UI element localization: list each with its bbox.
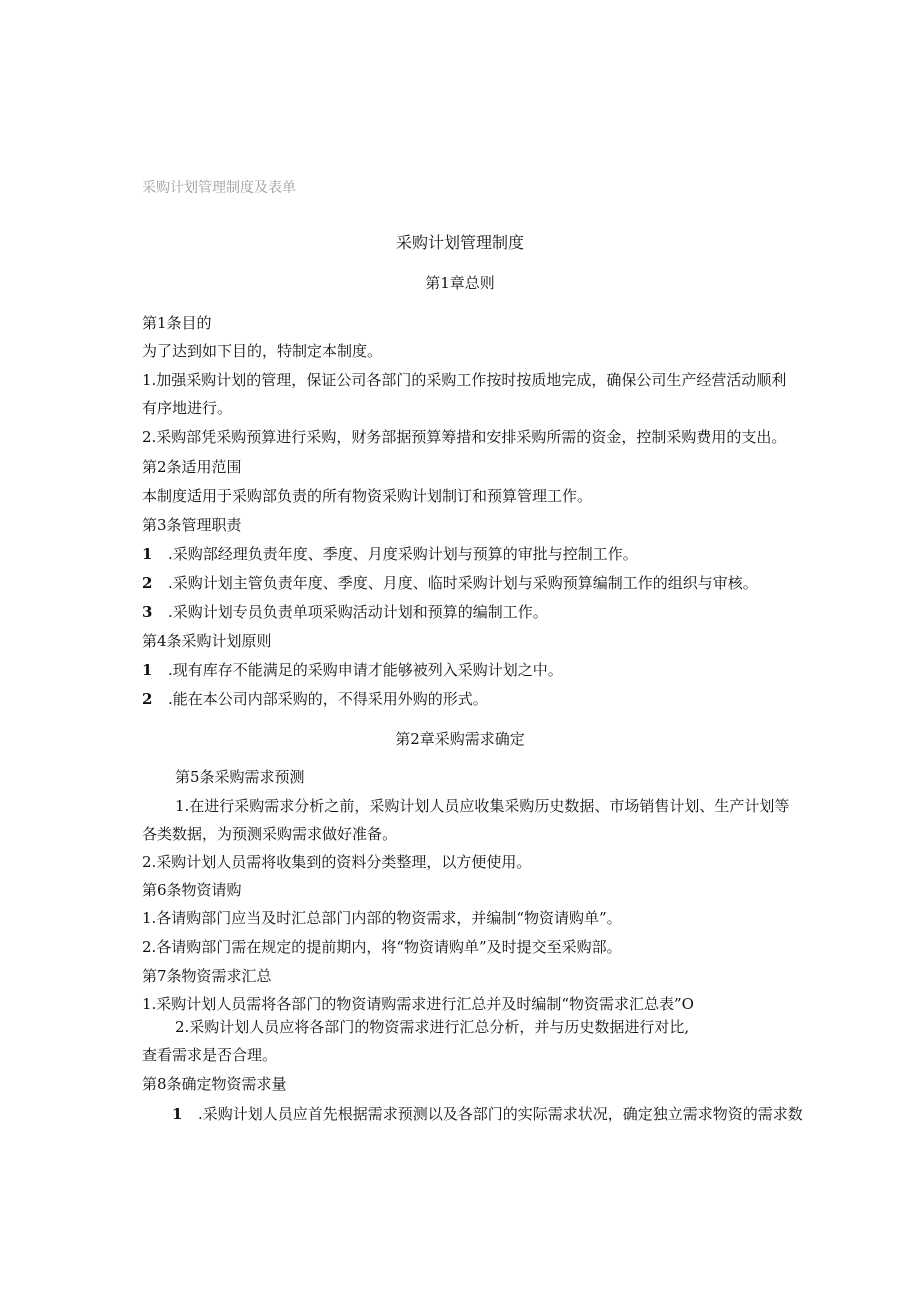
list-item bbox=[142, 573, 758, 593]
list-text: .采购计划人员应首先根据需求预测以及各部门的实际需求状况，确定独立需求物资的需求数 bbox=[198, 1105, 803, 1123]
chapter-heading: 第1章总则 bbox=[425, 274, 495, 292]
list-text: .现有库存不能满足的采购申请才能够被列入采购计划之中。 bbox=[168, 661, 563, 679]
paragraph: 2.各请购部门需在规定的提前期内，将“物资请购单”及时提交至采购部。 bbox=[142, 938, 622, 956]
list-number: 2 bbox=[142, 690, 153, 708]
list-text: .能在本公司内部采购的，不得采用外购的形式。 bbox=[168, 690, 488, 708]
article-heading: 第5条采购需求预测 bbox=[175, 768, 305, 786]
paragraph: 1.采购计划人员需将各部门的物资请购需求进行汇总并及时编制“物资需求汇总表”O bbox=[142, 995, 694, 1013]
running-header: 采购计划管理制度及表单 bbox=[142, 180, 296, 196]
document-title: 采购计划管理制度 bbox=[395, 233, 524, 252]
article-heading: 第3条管理职责 bbox=[142, 516, 242, 534]
paragraph: 为了达到如下目的，特制定本制度。 bbox=[142, 342, 383, 360]
list-number: 1 bbox=[172, 1105, 183, 1123]
paragraph: 有序地进行。 bbox=[142, 399, 233, 417]
paragraph: 1.加强采购计划的管理，保证公司各部门的采购工作按时按质地完成，确保公司生产经营活动顺利 bbox=[142, 371, 787, 389]
article-heading: 第7条物资需求汇总 bbox=[142, 967, 272, 985]
article-heading: 第6条物资请购 bbox=[142, 881, 242, 899]
paragraph: 各类数据，为预测采购需求做好准备。 bbox=[142, 825, 398, 843]
list-item bbox=[142, 602, 548, 622]
list-text: .采购计划主管负责年度、季度、月度、临时采购计划与采购预算编制工作的组织与审核。 bbox=[168, 574, 758, 592]
article-heading: 第2条适用范围 bbox=[142, 458, 242, 476]
paragraph: 2.采购部凭采购预算进行采购，财务部据预算筹措和安排采购所需的资金，控制采购费用的支出。 bbox=[142, 428, 787, 446]
list-text: .采购部经理负责年度、季度、月度采购计划与预算的审批与控制工作。 bbox=[168, 545, 638, 563]
paragraph: 本制度适用于采购部负责的所有物资采购计划制订和预算管理工作。 bbox=[142, 487, 593, 505]
list-item bbox=[142, 544, 638, 564]
list-item bbox=[142, 689, 488, 709]
paragraph: 查看需求是否合理。 bbox=[142, 1046, 278, 1064]
article-heading: 第8条确定物资需求量 bbox=[142, 1075, 287, 1093]
list-item bbox=[172, 1104, 803, 1124]
paragraph: 2.采购计划人员需将收集到的资料分类整理，以方便使用。 bbox=[142, 853, 532, 871]
chapter-heading: 第2章采购需求确定 bbox=[395, 730, 525, 748]
list-text: .采购计划专员负责单项采购活动计划和预算的编制工作。 bbox=[168, 603, 548, 621]
list-number: 1 bbox=[142, 545, 153, 563]
list-item bbox=[142, 660, 563, 680]
article-heading: 第1条目的 bbox=[142, 314, 212, 332]
list-number: 3 bbox=[142, 603, 153, 621]
list-number: 1 bbox=[142, 661, 153, 679]
paragraph: 1.各请购部门应当及时汇总部门内部的物资需求，并编制“物资请购单”。 bbox=[142, 909, 622, 927]
list-number: 2 bbox=[142, 574, 153, 592]
article-heading: 第4条采购计划原则 bbox=[142, 632, 272, 650]
paragraph: 2.采购计划人员应将各部门的物资需求进行汇总分析，并与历史数据进行对比, bbox=[175, 1018, 690, 1036]
paragraph: 1.在进行采购需求分析之前，采购计划人员应收集采购历史数据、市场销售计划、生产计划等 bbox=[175, 797, 790, 815]
